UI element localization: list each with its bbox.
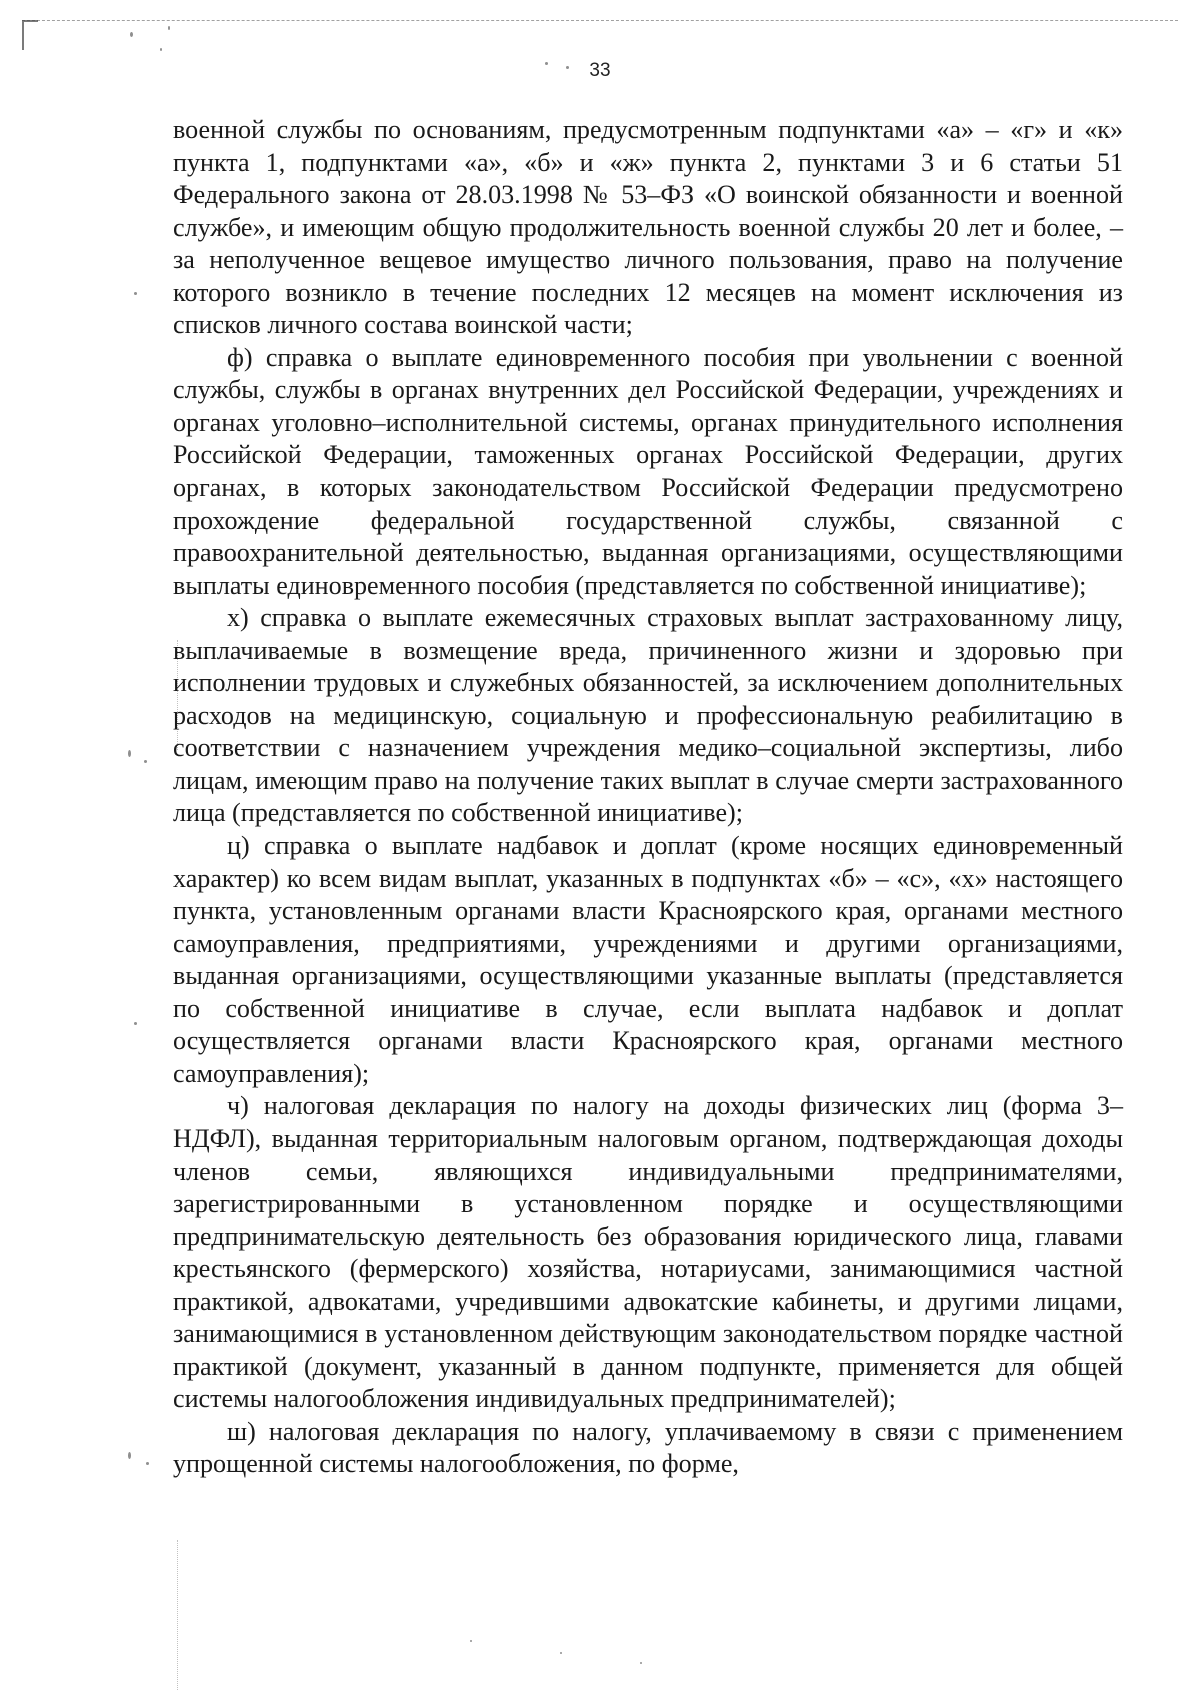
scan-speck [134, 1022, 137, 1025]
scan-speck [128, 1452, 131, 1459]
scan-speck [640, 1662, 642, 1664]
scan-speck [128, 750, 131, 757]
scan-speck [134, 292, 137, 295]
paragraph-ts: ц) справка о выплате надбавок и доплат (кроме носящих единовременный характер) ко всем видам выплат, указанных в подпунктах «б» – «с», «х» настоящего пункта, установленным органами власти Красноярского края, органами местного самоуправления, предприятиями, учреждениями и другими организациями, выданная организациями, осуществляющими указанные выплаты (представляется по собственной инициативе в случае, если выплата надбавок и доплат осуществляется органами власти Красноярского края, органами местного самоуправления); [173, 831, 1123, 1088]
scan-speck [560, 1652, 562, 1654]
page-number: 33 [589, 60, 611, 81]
paragraph-kh: х) справка о выплате ежемесячных страховых выплат застрахованному лицу, выплачиваемые в возмещение вреда, причиненного жизни и здоровью при исполнении трудовых и служебных обязанностей, за исключением дополнительных расходов на медицинскую, социальную и профессиональную реабилитацию в соответствии с назначением учреждения медико–социальной экспертизы, либо лицам, имеющим право на получение таких выплат в случае смерти застрахованного лица (представляется по собственной инициативе); [173, 603, 1123, 828]
paragraph-ch: ч) налоговая декларация по налогу на доходы физических лиц (форма 3–НДФЛ), выданная территориальным налоговым органом, подтверждающая доходы членов семьи, являющихся индивидуальными предпринимателями, зарегистрированными в установленном порядке и осуществляющими предпринимательскую деятельность без образования юридического лица, главами крестьянского (фермерского) хозяйства, нотариусами, занимающимися частной практикой, адвокатами, учредившими адвокатские кабинеты, и другими лицами, занимающимися в установленном действующим законодательством порядке частной практикой (документ, указанный в данном подпункте, применяется для общей системы налогообложения индивидуальных предпринимателей); [173, 1091, 1123, 1414]
scan-corner-artifact [22, 20, 38, 50]
paragraph-f: ф) справка о выплате единовременного пособия при увольнении с военной службы, службы в органах внутренних дел Российской Федерации, учреждениях и органах уголовно–исполнительной системы, органах принудительного исполнения Российской Федерации, таможенных органах Российской Федерации, других органах, в которых законодательством Российской Федерации предусмотрено прохождение федеральной государственной службы, связанной с правоохранительной деятельностью, выданная организациями, осуществляющими выплаты единовременного пособия (представляется по собственной инициативе); [173, 342, 1123, 600]
scan-speck [144, 760, 147, 763]
scan-border-artifact [22, 20, 1178, 21]
scan-speck [146, 1462, 149, 1465]
document-body [173, 114, 1123, 1481]
scan-margin-rule [177, 1540, 178, 1690]
scan-speck [168, 26, 170, 30]
paragraph-continuation: военной службы по основаниям, предусмотренным подпунктами «а» – «г» и «к» пункта 1, подпунктами «а», «б» и «ж» пункта 2, пунктами 3 и 6 статьи 51 Федерального закона от 28.03.1998 № 53–ФЗ «О воинской обязанности и военной службе», и имеющим общую продолжительность военной службы 20 лет и более, – за неполученное вещевое имущество личного пользования, право на получение которого возникло в течение последних 12 месяцев на момент исключения из списков личного состава воинской части; [173, 115, 1123, 340]
scan-speck [160, 48, 162, 51]
scan-speck [470, 1640, 472, 1642]
paragraph-sh: ш) налоговая декларация по налогу, уплачиваемому в связи с применением упрощенной системы налогообложения, по форме, [173, 1416, 1123, 1479]
scan-speck [130, 32, 133, 37]
